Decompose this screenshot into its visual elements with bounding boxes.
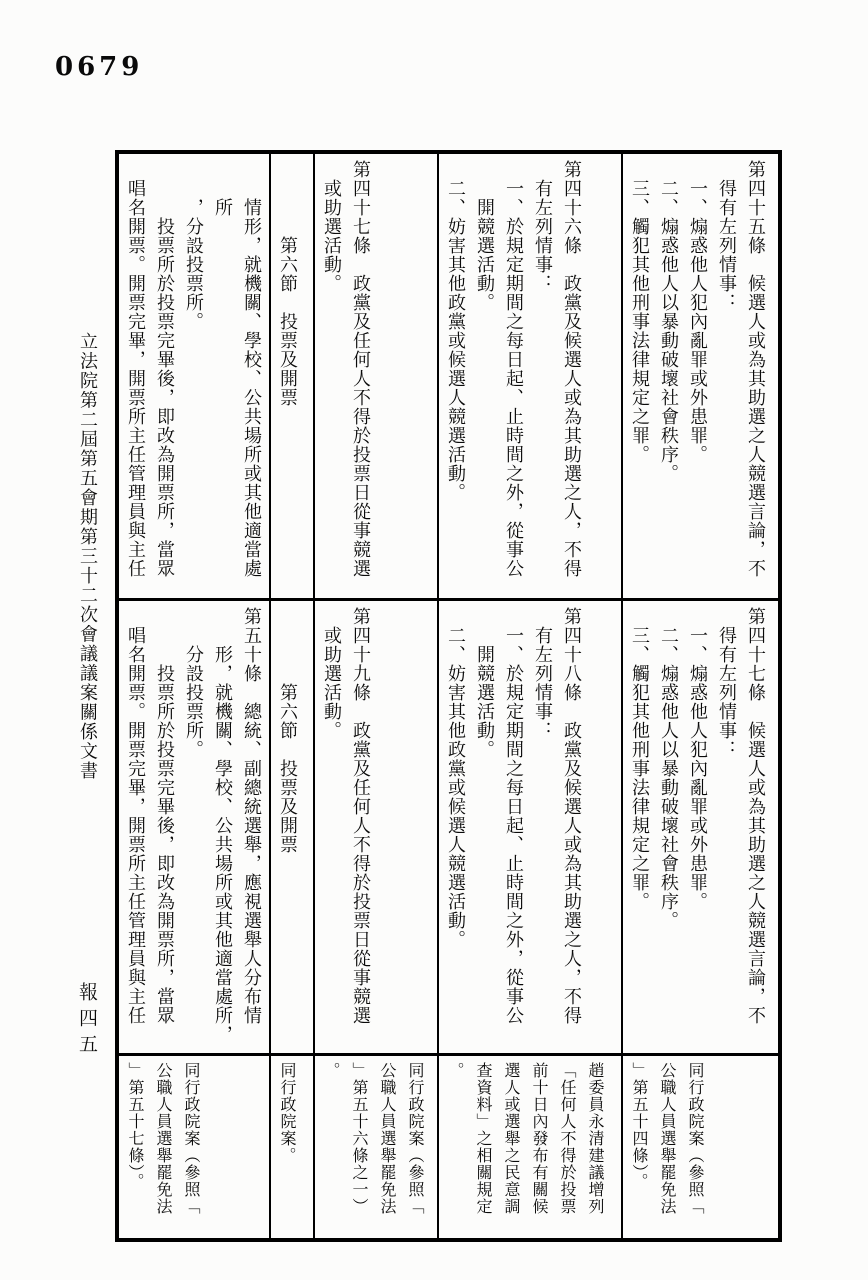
cell-content <box>273 607 302 1049</box>
text-line: 二、煽惑他人以暴動破壞社會秩序。 <box>658 626 679 930</box>
text-line: 或助選活動。 <box>321 179 342 293</box>
cell-content <box>273 1062 301 1234</box>
text-line: 二、妨害其他政黨或候選人競選活動。 <box>445 626 466 949</box>
text-line: 投票所於投票完畢後，即改為開票所，當眾 <box>154 664 175 1025</box>
cell-content <box>317 607 375 1049</box>
text-line: 第四十七條 候選人或為其助選之人競選言論，不 <box>745 607 766 1025</box>
text-line: 。 <box>446 1062 465 1079</box>
text-line: 有左列情事： <box>532 626 553 740</box>
text-line: 唱名開票。開票完畢，開票所主任管理員與主任 <box>125 626 146 1025</box>
text-line: 一、煽惑他人犯內亂罪或外患罪。 <box>687 179 708 464</box>
cell-content <box>625 160 770 594</box>
cell-content <box>441 1062 609 1234</box>
cell-content <box>121 607 266 1049</box>
text-line: 或助選活動。 <box>321 626 342 740</box>
cell-lower-note-same <box>269 1056 313 1238</box>
text-line: 公職人員選舉罷免法 <box>658 1062 677 1215</box>
cell-content <box>273 160 302 594</box>
text-line: 選人或選舉之民意調 <box>502 1062 521 1215</box>
text-line: 二、煽惑他人以暴動破壞社會秩序。 <box>658 179 679 483</box>
text-line: ，分設投票所。 <box>183 198 204 331</box>
text-line: 得有左列情事： <box>716 626 737 759</box>
text-line: 前十日內發布有關候 <box>530 1062 549 1215</box>
text-line: 開競選活動。 <box>474 198 495 312</box>
text-line: 三、觸犯其他刑事法律規定之罪。 <box>629 626 650 911</box>
table-band-upper <box>119 154 778 598</box>
cell-middle-art-48 <box>437 601 621 1053</box>
text-line: 趙委員永清建議增列 <box>586 1062 605 1215</box>
text-line: 二、妨害其他政黨或候選人競選活動。 <box>445 179 466 502</box>
text-line: 第四十五條 候選人或為其助選之人競選言論，不 <box>745 160 766 578</box>
text-line: 同行政院案（參照「 <box>182 1062 201 1215</box>
comparison-table <box>115 150 782 1242</box>
cell-upper-art-46 <box>437 154 621 598</box>
text-line: 第四十六條 政黨及候選人或為其助選之人，不得 <box>561 160 582 578</box>
cell-middle-art-49 <box>313 601 437 1053</box>
cell-lower-note-art54 <box>621 1056 778 1238</box>
text-line: 。 <box>322 1062 341 1079</box>
cell-lower-note-art56-1 <box>313 1056 437 1238</box>
table-band-lower <box>119 1053 778 1238</box>
cell-content <box>121 160 269 594</box>
text-line: 第六節 投票及開票 <box>277 236 298 407</box>
cell-content <box>441 607 586 1049</box>
text-line: 三、觸犯其他刑事法律規定之罪。 <box>629 179 650 464</box>
text-line: 第四十八條 政黨及候選人或為其助選之人，不得 <box>561 607 582 1025</box>
text-line: 」第五十四條）。 <box>630 1062 649 1190</box>
cell-content <box>625 1062 709 1234</box>
text-line: 同行政院案。 <box>278 1062 297 1164</box>
page-number: 0679 <box>55 52 144 82</box>
cell-middle-art-47 <box>621 601 778 1053</box>
text-line: 得有左列情事： <box>716 179 737 312</box>
text-line: 第六節 投票及開票 <box>277 683 298 854</box>
document-side-title: 立法院第二屆第五會期第三十二次會議議案關係文書 <box>77 332 98 781</box>
text-line: 投票所於投票完畢後，即改為開票所，當眾 <box>154 217 175 578</box>
table-band-middle <box>119 598 778 1053</box>
text-line: 一、於規定期間之每日起、止時間之外，從事公 <box>503 626 524 1025</box>
cell-upper-art-45 <box>621 154 778 598</box>
cell-middle-sec-6 <box>269 601 313 1053</box>
cell-content <box>317 1062 429 1234</box>
text-line: 第四十七條 政黨及任何人不得於投票日從事競選 <box>350 160 371 578</box>
cell-middle-art-50 <box>119 601 269 1053</box>
side-page-label: 報四五 <box>76 982 98 1060</box>
cell-content <box>625 607 770 1049</box>
text-line: 第五十條 總統、副總統選舉，應視選舉人分布情 <box>241 607 262 1025</box>
text-line: 一、煽惑他人犯內亂罪或外患罪。 <box>687 626 708 911</box>
text-line: 一、於規定期間之每日起、止時間之外，從事公 <box>503 179 524 578</box>
text-line: 公職人員選舉罷免法 <box>154 1062 173 1215</box>
text-line: 」第五十七條）。 <box>126 1062 145 1190</box>
text-line: 分設投票所。 <box>183 645 204 759</box>
text-line: 同行政院案（參照「 <box>406 1062 425 1215</box>
cell-lower-note-zhao <box>437 1056 621 1238</box>
cell-content <box>441 160 586 594</box>
text-line: 有左列情事： <box>532 179 553 293</box>
text-line: 情形，就機關、學校、公共場所或其他適當處所 <box>212 198 262 578</box>
text-line: 第四十九條 政黨及任何人不得於投票日從事競選 <box>350 607 371 1025</box>
cell-lower-note-art57 <box>119 1056 269 1238</box>
cell-upper-sec-6 <box>269 154 313 598</box>
text-line: 」第五十六條之一） <box>350 1062 369 1215</box>
cell-upper-art-48 <box>119 154 269 598</box>
cell-content <box>121 1062 205 1234</box>
text-line: 開競選活動。 <box>474 645 495 759</box>
text-line: 唱名開票。開票完畢，開票所主任管理員與主任 <box>125 179 146 578</box>
text-line: 公職人員選舉罷免法 <box>378 1062 397 1215</box>
text-line: 查資料」之相關規定 <box>474 1062 493 1215</box>
text-line: 「任何人不得於投票 <box>558 1062 577 1215</box>
text-line: 形，就機關、學校、公共場所或其他適當處所， <box>212 645 233 1044</box>
cell-content <box>317 160 375 594</box>
text-line: 同行政院案（參照「 <box>686 1062 705 1215</box>
cell-upper-art-47 <box>313 154 437 598</box>
